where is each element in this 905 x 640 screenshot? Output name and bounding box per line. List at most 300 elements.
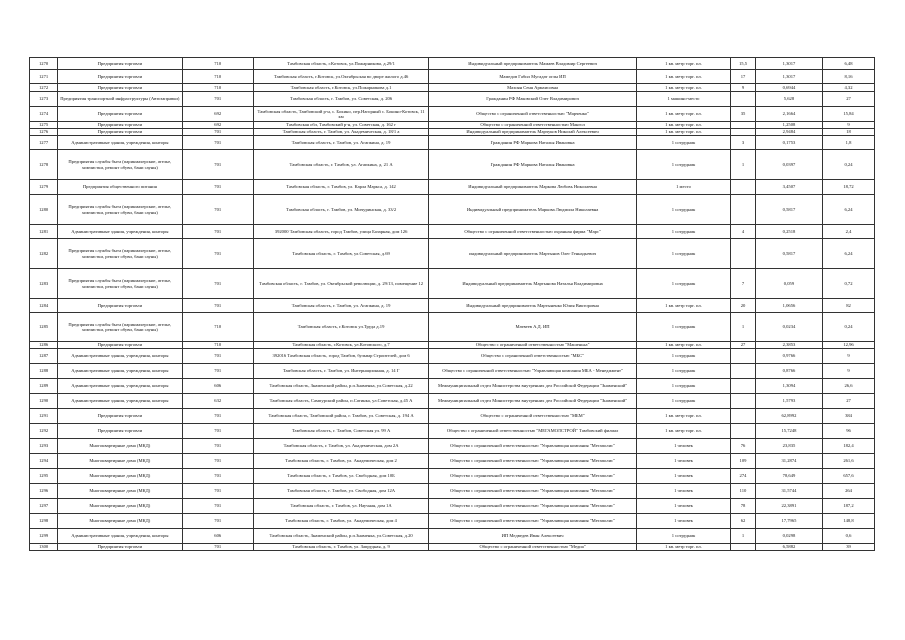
cell-object-type: Предприятия торговли	[58, 58, 182, 70]
cell-okato-code: 701	[182, 439, 253, 454]
cell-volume: 39	[823, 544, 875, 551]
cell-row-number: 1296	[30, 484, 58, 499]
table-row	[30, 514, 875, 529]
cell-quantity	[731, 239, 756, 269]
table-row	[30, 364, 875, 379]
table-row	[30, 70, 875, 84]
cell-organization: Индивидуальный предприниматель Маркова Людмила Николаевна	[429, 195, 637, 225]
cell-row-number: 1275	[30, 122, 58, 129]
table-row	[30, 499, 875, 514]
cell-quantity	[731, 379, 756, 394]
cell-okato-code: 701	[182, 269, 253, 299]
cell-object-type: Административные здания, учреждения, конторы	[58, 379, 182, 394]
cell-unit: 1 сотрудник	[636, 239, 730, 269]
cell-norm-value: 1,0656	[755, 299, 822, 313]
cell-organization: Общество с ограниченной ответственностью "Управляющая компания "Мегаполис"	[429, 469, 637, 484]
cell-quantity: 274	[731, 469, 756, 484]
cell-norm-value: 0,9766	[755, 349, 822, 364]
cell-norm-value: 31,5744	[755, 484, 822, 499]
cell-object-type: Административные здания, учреждения, конторы	[58, 136, 182, 150]
cell-organization: Общество с ограниченной ответственностью "Управляющая компания МБА - Менеджмент"	[429, 364, 637, 379]
cell-row-number: 1277	[30, 136, 58, 150]
cell-address: Тамбовская область, Знаменский район, р.п.Знаменка, ул.Советская, д.20	[253, 529, 428, 544]
cell-object-type: Многоквартирные дома (МКД)	[58, 469, 182, 484]
cell-quantity	[731, 122, 756, 129]
table-body	[30, 58, 875, 551]
cell-row-number: 1298	[30, 514, 58, 529]
cell-volume: 18	[823, 129, 875, 136]
cell-okato-code: 606	[182, 379, 253, 394]
cell-object-type: Административные здания, учреждения, конторы	[58, 225, 182, 239]
cell-organization: Общество с ограниченной ответственностью "Управляющая компания "Мегаполис"	[429, 499, 637, 514]
cell-row-number: 1284	[30, 299, 58, 313]
table-row	[30, 195, 875, 225]
cell-volume: 12,96	[823, 342, 875, 349]
cell-unit: 1 сотрудник	[636, 150, 730, 180]
cell-quantity	[731, 364, 756, 379]
cell-norm-value: 0,5817	[755, 195, 822, 225]
cell-volume: 9	[823, 364, 875, 379]
cell-organization: Махоян Сеня Армаисовна	[429, 84, 637, 92]
cell-norm-value: 2,9484	[755, 129, 822, 136]
cell-quantity: 110	[731, 484, 756, 499]
cell-address: Тамбовская область, г. Тамбов, ул. Советская, д. 206	[253, 92, 428, 107]
cell-object-type: Предприятия общественного питания	[58, 180, 182, 195]
cell-row-number: 1290	[30, 394, 58, 409]
cell-okato-code: 701	[182, 150, 253, 180]
cell-norm-value: 78,649	[755, 469, 822, 484]
table-row	[30, 122, 875, 129]
cell-volume: 264	[823, 484, 875, 499]
cell-address: Тамбовская область, г. Тамбов, ул. Свободная, дом 12А	[253, 484, 428, 499]
cell-okato-code: 701	[182, 364, 253, 379]
cell-address: Тамбовская область, Знаменский район, р.п.Знаменка, ул.Советская, д.22	[253, 379, 428, 394]
cell-quantity	[731, 394, 756, 409]
cell-unit: 1 человек	[636, 469, 730, 484]
cell-unit: 1 сотрудник	[636, 136, 730, 150]
cell-quantity: 4	[731, 225, 756, 239]
cell-norm-value: 1,3017	[755, 70, 822, 84]
table-row	[30, 239, 875, 269]
cell-address: Тамбовская область, Тамбовский р-н, с. Бокино, пер.Нагорный с. Бокино-Котовск, 11 км	[253, 107, 428, 122]
cell-volume: 0,72	[823, 269, 875, 299]
table-row	[30, 544, 875, 551]
cell-quantity	[731, 349, 756, 364]
cell-okato-code: 701	[182, 299, 253, 313]
cell-quantity: 78	[731, 499, 756, 514]
cell-unit: 1 человек	[636, 454, 730, 469]
table-row	[30, 92, 875, 107]
table-row	[30, 424, 875, 439]
cell-volume: 27	[823, 92, 875, 107]
cell-organization: Общество с ограниченной ответственностью "МЕГАМОЛСТРОЙ" Тамбовский филиал	[429, 424, 637, 439]
cell-object-type: Предприятия службы быта (парикмахерские, ателье, химчистки, ремонт обуви, бани сауны)	[58, 150, 182, 180]
cell-address: Тамбовская область, г.Котовск, ул.Пожарникова, д.29/1	[253, 58, 428, 70]
cell-okato-code: 632	[182, 394, 253, 409]
cell-address: Тамбовская область, г. Тамбов, ул. Интернационная, д. 14 Г	[253, 364, 428, 379]
cell-organization: Мамедов Габил Мугадат оглы ИП	[429, 70, 637, 84]
cell-norm-value: 0,8766	[755, 364, 822, 379]
cell-row-number: 1273	[30, 92, 58, 107]
cell-volume: 657,6	[823, 469, 875, 484]
cell-row-number: 1276	[30, 129, 58, 136]
cell-volume: 0,24	[823, 313, 875, 342]
table-row	[30, 299, 875, 313]
cell-row-number: 1280	[30, 195, 58, 225]
cell-okato-code: 692	[182, 107, 253, 122]
cell-unit: 1 сотрудник	[636, 364, 730, 379]
cell-volume: 18,72	[823, 180, 875, 195]
cell-okato-code: 701	[182, 484, 253, 499]
cell-norm-value: 23,835	[755, 439, 822, 454]
cell-quantity: 62	[731, 514, 756, 529]
cell-unit: 1 кв. метр торг. пл.	[636, 409, 730, 424]
cell-quantity	[731, 544, 756, 551]
table-row	[30, 313, 875, 342]
cell-norm-value: 0,1753	[755, 136, 822, 150]
cell-okato-code: 701	[182, 136, 253, 150]
cell-object-type: Многоквартирные дома (МКД)	[58, 514, 182, 529]
document-sheet	[29, 57, 875, 551]
cell-unit: 1 человек	[636, 439, 730, 454]
cell-organization: Общество с ограниченной ответственностью Мангол	[429, 122, 637, 129]
table-row	[30, 107, 875, 122]
cell-address: Тамбовская область, г. Тамбов, ул. Академическая, д. 18/1 а	[253, 129, 428, 136]
cell-row-number: 1274	[30, 107, 58, 122]
cell-unit: 1 кв. метр торг. пл.	[636, 299, 730, 313]
cell-quantity: 1	[731, 529, 756, 544]
cell-row-number: 1294	[30, 454, 58, 469]
cell-row-number: 1279	[30, 180, 58, 195]
waste-norm-table	[29, 57, 875, 551]
cell-okato-code: 692	[182, 122, 253, 129]
cell-unit: 1 кв. метр торг. пл.	[636, 129, 730, 136]
cell-organization: Гражданин РФ Маковский Олег Владимирович	[429, 92, 637, 107]
cell-okato-code: 701	[182, 92, 253, 107]
cell-organization: Индивидуальный предприниматель Мартыненко Юлия Викторовна	[429, 299, 637, 313]
cell-okato-code: 606	[182, 529, 253, 544]
cell-okato-code: 701	[182, 409, 253, 424]
cell-organization: Общество с ограниченной ответственностью "МБС"	[429, 349, 637, 364]
cell-norm-value: 2,1664	[755, 107, 822, 122]
cell-address: Тамбовская область, г. Тамбов, ул. Мичуринская, д. 33/2	[253, 195, 428, 225]
cell-address: Тамбовская область, г. Тамбов, ул. Карла Маркса, д. 142	[253, 180, 428, 195]
cell-unit: 1 кв. метр торг. пл.	[636, 424, 730, 439]
cell-volume: 26,6	[823, 379, 875, 394]
cell-row-number: 1295	[30, 469, 58, 484]
cell-volume: 2,4	[823, 225, 875, 239]
cell-organization: Индивидуальный предприниматель Маркова Любовь Николаевна	[429, 180, 637, 195]
cell-volume: 182,4	[823, 439, 875, 454]
cell-unit: 1 сотрудник	[636, 195, 730, 225]
cell-norm-value: 62,8992	[755, 409, 822, 424]
table-row	[30, 454, 875, 469]
cell-volume: 6,24	[823, 239, 875, 269]
cell-row-number: 1285	[30, 313, 58, 342]
cell-object-type: Административные здания, учреждения, конторы	[58, 364, 182, 379]
cell-quantity: 109	[731, 454, 756, 469]
cell-organization: индивидуальный предприниматель Мартынов Олег Геннадьевич	[429, 239, 637, 269]
cell-object-type: Многоквартирные дома (МКД)	[58, 454, 182, 469]
table-row	[30, 409, 875, 424]
cell-unit: 1 кв. метр торг. пл.	[636, 122, 730, 129]
cell-quantity: 7	[731, 269, 756, 299]
cell-address: 392016 Тамбовская область, город Тамбов, бульвар Строителей, дом 6	[253, 349, 428, 364]
cell-address: Тамбовская область, г. Тамбов, ул. Агапкина, д. 19	[253, 136, 428, 150]
cell-quantity	[731, 180, 756, 195]
cell-quantity: 9	[731, 84, 756, 92]
cell-quantity	[731, 129, 756, 136]
cell-quantity: 3	[731, 136, 756, 150]
cell-unit: 1 сотрудник	[636, 313, 730, 342]
cell-organization: ИП Медведев Иван Алексеевич	[429, 529, 637, 544]
cell-row-number: 1287	[30, 349, 58, 364]
cell-okato-code: 701	[182, 180, 253, 195]
cell-row-number: 1293	[30, 439, 58, 454]
cell-volume: 15,84	[823, 107, 875, 122]
cell-row-number: 1278	[30, 150, 58, 180]
table-row	[30, 394, 875, 409]
cell-volume: 6,48	[823, 58, 875, 70]
cell-quantity: 76	[731, 439, 756, 454]
cell-norm-value: 0,0397	[755, 150, 822, 180]
table-row	[30, 269, 875, 299]
cell-object-type: Многоквартирные дома (МКД)	[58, 439, 182, 454]
cell-norm-value: 0,2518	[755, 225, 822, 239]
cell-quantity: 1	[731, 313, 756, 342]
cell-okato-code: 710	[182, 342, 253, 349]
cell-unit: 1 сотрудник	[636, 225, 730, 239]
cell-object-type: Предприятия службы быта (парикмахерские, ателье, химчистки, ремонт обуви, бани сауны)	[58, 313, 182, 342]
cell-volume: 8,16	[823, 70, 875, 84]
cell-norm-value: 0,0298	[755, 529, 822, 544]
cell-object-type: Предприятия торговли	[58, 342, 182, 349]
table-row	[30, 529, 875, 544]
cell-unit: 1 кв. метр торг. пл.	[636, 107, 730, 122]
cell-okato-code: 701	[182, 544, 253, 551]
cell-quantity: 17	[731, 70, 756, 84]
cell-object-type: Предприятия торговли	[58, 84, 182, 92]
cell-object-type: Предприятия торговли	[58, 70, 182, 84]
cell-organization: Общество с ограниченной ответственностью "Марченко"	[429, 107, 637, 122]
cell-unit: 1 сотрудник	[636, 529, 730, 544]
cell-object-type: Предприятия торговли	[58, 129, 182, 136]
cell-object-type: Многоквартирные дома (МКД)	[58, 484, 182, 499]
cell-norm-value: 6,5882	[755, 544, 822, 551]
table-row	[30, 379, 875, 394]
cell-address: Тамбовская область, г. Тамбов, ул. Октябрьской революции, д. 29/13, помещение 12	[253, 269, 428, 299]
cell-address: Тамбовская область, г. Тамбов, ул. Агапкина, д. 21 А	[253, 150, 428, 180]
cell-address: Тамбовская область, г. Тамбов, ул. Запрудная, д. 9	[253, 544, 428, 551]
cell-row-number: 1291	[30, 409, 58, 424]
cell-object-type: Предприятия службы быта (парикмахерские, ателье, химчистки, ремонт обуви, бани сауны)	[58, 269, 182, 299]
cell-okato-code: 710	[182, 70, 253, 84]
cell-unit: 1 человек	[636, 499, 730, 514]
cell-norm-value: 1,3017	[755, 58, 822, 70]
cell-row-number: 1271	[30, 70, 58, 84]
cell-okato-code: 701	[182, 454, 253, 469]
cell-address: Тамбовская обл, Тамбовский р-н, ул. Советская, д. 162 г	[253, 122, 428, 129]
cell-norm-value: 2,3853	[755, 342, 822, 349]
cell-norm-value: 1,2508	[755, 122, 822, 129]
cell-row-number: 1289	[30, 379, 58, 394]
cell-norm-value: 1,3094	[755, 379, 822, 394]
cell-organization: Общество с ограниченной ответственностью "Управляющая компания "Мегаполис"	[429, 439, 637, 454]
cell-row-number: 1288	[30, 364, 58, 379]
cell-row-number: 1281	[30, 225, 58, 239]
cell-unit: 1 кв. метр торг. пл.	[636, 84, 730, 92]
table-row	[30, 180, 875, 195]
table-row	[30, 349, 875, 364]
cell-unit: 1 кв. метр торг. пл.	[636, 544, 730, 551]
table-row	[30, 342, 875, 349]
cell-organization: Общество с ограниченной ответственностью охранная фирма "Марс"	[429, 225, 637, 239]
cell-object-type: Административные здания, учреждения, конторы	[58, 349, 182, 364]
cell-quantity: 27	[731, 342, 756, 349]
cell-object-type: Предприятия службы быта (парикмахерские, ателье, химчистки, ремонт обуви, бани сауны)	[58, 195, 182, 225]
cell-volume: 0,24	[823, 150, 875, 180]
cell-organization: Гражданин РФ Маркова Наталья Ивановна	[429, 136, 637, 150]
cell-unit: 1 кв. метр торг. пл.	[636, 70, 730, 84]
cell-unit: 1 кв. метр торг. пл.	[636, 342, 730, 349]
cell-volume: 384	[823, 409, 875, 424]
cell-norm-value: 5,628	[755, 92, 822, 107]
cell-norm-value: 31,2874	[755, 454, 822, 469]
cell-norm-value: 0,0234	[755, 313, 822, 342]
cell-volume: 187,2	[823, 499, 875, 514]
cell-quantity	[731, 424, 756, 439]
cell-organization: Общество с ограниченной ответственностью "МБМ"	[429, 409, 637, 424]
table-row	[30, 150, 875, 180]
cell-address: Тамбовская область, г. Тамбов, ул. Научная, дом 1А	[253, 499, 428, 514]
cell-unit: 1 сотрудник	[636, 394, 730, 409]
table-row	[30, 484, 875, 499]
cell-volume: 261,6	[823, 454, 875, 469]
cell-okato-code: 701	[182, 499, 253, 514]
table-row	[30, 129, 875, 136]
cell-row-number: 1297	[30, 499, 58, 514]
cell-volume: 4,32	[823, 84, 875, 92]
cell-address: Тамбовская область, г.Котовск, ул.Пожарникова д.1	[253, 84, 428, 92]
cell-norm-value: 0,059	[755, 269, 822, 299]
cell-okato-code: 701	[182, 469, 253, 484]
cell-row-number: 1299	[30, 529, 58, 544]
cell-quantity: 15,5	[731, 58, 756, 70]
cell-volume: 96	[823, 424, 875, 439]
cell-norm-value: 22,3891	[755, 499, 822, 514]
cell-organization: Общество с ограниченной ответственностью "Управляющая компания "Мегаполис"	[429, 484, 637, 499]
cell-quantity	[731, 92, 756, 107]
cell-address: Тамбовская область, г.Котовск, ул.Котовского, д.7	[253, 342, 428, 349]
table-row	[30, 84, 875, 92]
cell-volume: 6,24	[823, 195, 875, 225]
cell-norm-value: 1,5793	[755, 394, 822, 409]
cell-organization: Общество с ограниченной ответственностью "Управляющая компания "Мегаполис"	[429, 514, 637, 529]
cell-quantity: 20	[731, 299, 756, 313]
cell-address: Тамбовская область, г. Тамбов, ул. Академическая, дом 4	[253, 514, 428, 529]
cell-okato-code: 701	[182, 424, 253, 439]
cell-object-type: Предприятия торговли	[58, 107, 182, 122]
cell-organization: Общество с ограниченной ответственностью "Машенька"	[429, 342, 637, 349]
cell-address: 392000 Тамбовская область, город Тамбов, улица Базарная, дом 126	[253, 225, 428, 239]
cell-norm-value: 3,4507	[755, 180, 822, 195]
cell-norm-value: 17,7965	[755, 514, 822, 529]
cell-object-type: Административные здания, учреждения, конторы	[58, 529, 182, 544]
cell-volume: 9	[823, 349, 875, 364]
cell-object-type: Предприятия торговли	[58, 424, 182, 439]
cell-quantity: 1	[731, 150, 756, 180]
cell-unit: 1 кв. метр торг. пл.	[636, 58, 730, 70]
cell-quantity: 35	[731, 107, 756, 122]
cell-volume: 1,8	[823, 136, 875, 150]
cell-unit: 1 человек	[636, 484, 730, 499]
cell-norm-value: 0,6944	[755, 84, 822, 92]
table-row	[30, 136, 875, 150]
cell-row-number: 1286	[30, 342, 58, 349]
cell-okato-code: 710	[182, 58, 253, 70]
cell-address: Тамбовская область, Сампурский район, п.Сатинка, ул.Советская, д.45 А	[253, 394, 428, 409]
cell-row-number: 1300	[30, 544, 58, 551]
cell-address: Тамбовская область, г. Тамбов, ул. Академическая, дом 2А	[253, 439, 428, 454]
cell-norm-value: 15,7248	[755, 424, 822, 439]
cell-quantity	[731, 409, 756, 424]
table-row	[30, 439, 875, 454]
table-row	[30, 225, 875, 239]
cell-okato-code: 701	[182, 225, 253, 239]
cell-address: Тамбовская область, г.Котовск, ул.Октябрьская во дворе жилого д.46	[253, 70, 428, 84]
cell-volume: 148,8	[823, 514, 875, 529]
cell-row-number: 1283	[30, 269, 58, 299]
cell-organization: Матвеев А.Д. ИП	[429, 313, 637, 342]
cell-volume: 0,6	[823, 529, 875, 544]
cell-object-type: Предприятия торговли	[58, 122, 182, 129]
cell-okato-code: 701	[182, 195, 253, 225]
cell-organization: Индивидуальный предприниматель Марчуков Николай Алексеевич	[429, 129, 637, 136]
cell-organization: Индивидуальный предприниматель Мамаев Владимир Сергеевич	[429, 58, 637, 70]
cell-volume: 27	[823, 394, 875, 409]
cell-okato-code: 701	[182, 349, 253, 364]
cell-quantity	[731, 195, 756, 225]
cell-organization: Межмуниципальный отдел Министерства внутренних дел Российской Федерации "Знаменский"	[429, 394, 637, 409]
cell-row-number: 1272	[30, 84, 58, 92]
cell-unit: 1 сотрудник	[636, 269, 730, 299]
cell-address: Тамбовская область, г. Тамбов, ул. Свободная, дом 10Б	[253, 469, 428, 484]
cell-address: Тамбовская область, г. Тамбов, ул.Советская, д.69	[253, 239, 428, 269]
table-row	[30, 469, 875, 484]
cell-okato-code: 710	[182, 84, 253, 92]
cell-object-type: Административные здания, учреждения, конторы	[58, 394, 182, 409]
cell-row-number: 1292	[30, 424, 58, 439]
cell-volume: 82	[823, 299, 875, 313]
cell-norm-value: 0,5817	[755, 239, 822, 269]
cell-okato-code: 701	[182, 239, 253, 269]
cell-object-type: Предприятия торговли	[58, 299, 182, 313]
cell-volume: 9	[823, 122, 875, 129]
cell-row-number: 1270	[30, 58, 58, 70]
cell-okato-code: 710	[182, 313, 253, 342]
cell-organization: Общество с ограниченной ответственностью "Медиа"	[429, 544, 637, 551]
cell-object-type: Многоквартирные дома (МКД)	[58, 499, 182, 514]
cell-organization: Общество с ограниченной ответственностью "Управляющая компания "Мегаполис"	[429, 454, 637, 469]
table-row	[30, 58, 875, 70]
cell-object-type: Предприятия транспортной инфраструктуры (Автозаправки)	[58, 92, 182, 107]
cell-unit: 1 место	[636, 180, 730, 195]
cell-organization: Гражданин РФ Маркова Наталья Ивановна	[429, 150, 637, 180]
cell-object-type: Предприятия торговли	[58, 544, 182, 551]
cell-address: Тамбовская область, г. Тамбов, Советская ул. 99 А	[253, 424, 428, 439]
cell-object-type: Предприятия торговли	[58, 409, 182, 424]
cell-organization: Межмуниципальный отдел Министерства внутренних дел Российской Федерации "Знаменский"	[429, 379, 637, 394]
